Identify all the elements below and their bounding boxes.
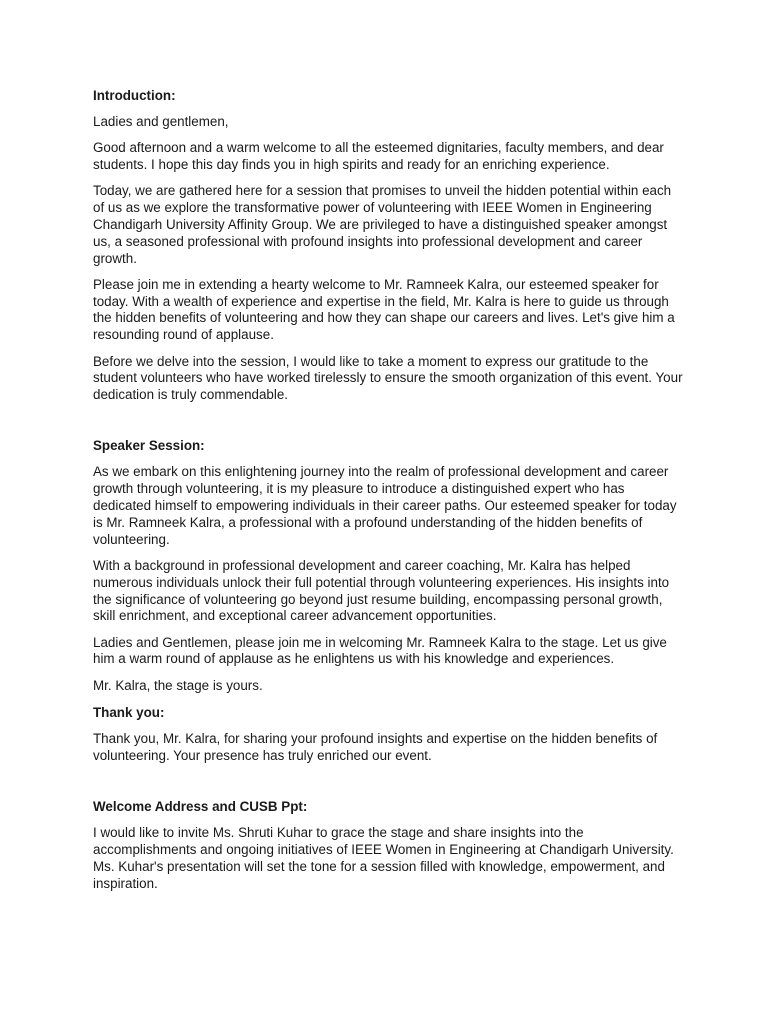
- paragraph: Thank you, Mr. Kalra, for sharing your profound insights and expertise on the hidden benefits of volunteering. Your presence has truly enriched our event.: [93, 731, 658, 763]
- section-heading-thank-you: Thank you:: [93, 705, 165, 721]
- section-spacer: [93, 774, 683, 798]
- section-heading-speaker-session: Speaker Session:: [93, 438, 205, 454]
- section-heading-welcome-address: Welcome Address and CUSB Ppt:: [93, 799, 308, 815]
- paragraph: As we embark on this enlightening journey into the realm of professional development and career growth through volunteering, it is my pleasure to introduce a distinguished expert who has dedicated himself to empowering individuals in their career paths. Our esteemed speaker for today is Mr. Ramneek Kalra, a professional with a profound understanding of the hidden benefits of volunteering.: [93, 464, 677, 547]
- document-page: [93, 87, 683, 902]
- paragraph: Mr. Kalra, the stage is yours.: [93, 677, 263, 693]
- paragraph: Before we delve into the session, I would like to take a moment to express our gratitude to the student volunteers who have worked tirelessly to ensure the smooth organization of this event. Your dedication is truly commendable.: [93, 353, 683, 403]
- paragraph: Ladies and Gentlemen, please join me in welcoming Mr. Ramneek Kalra to the stage. Let us give him a warm round of applause as he enlightens us with his knowledge and experiences.: [93, 634, 667, 667]
- paragraph: Good afternoon and a warm welcome to all the esteemed dignitaries, faculty members, and dear students. I hope this day finds you in high spirits and ready for an enriching experience.: [93, 140, 664, 173]
- paragraph: I would like to invite Ms. Shruti Kuhar to grace the stage and share insights into the accomplishments and ongoing initiatives of IEEE Women in Engineering at Chandigarh University. Ms. Kuhar's presentation will set the tone for a session filled with knowledge, empowerment, and inspiration.: [93, 825, 674, 891]
- paragraph: With a background in professional development and career coaching, Mr. Kalra has helped numerous individuals unlock their full potential through volunteering experiences. His insights into the significance of volunteering go beyond just resume building, encompassing personal growth, skill enrichment, and exceptional career advancement opportunities.: [93, 557, 670, 624]
- paragraph: Please join me in extending a hearty welcome to Mr. Ramneek Kalra, our esteemed speaker for today. With a wealth of experience and expertise in the field, Mr. Kalra is here to guide us through the hidden benefits of volunteering and how they can shape our careers and lives. Let's give him a resounding round of applause.: [93, 276, 675, 343]
- section-spacer: [93, 413, 683, 437]
- paragraph: Today, we are gathered here for a session that promises to unveil the hidden potential within each of us as we explore the transformative power of volunteering with IEEE Women in Engineering Chandigarh University Affinity Group. We are privileged to have a distinguished speaker amongst us, a seasoned professional with profound insights into professional development and career growth.: [93, 183, 672, 266]
- paragraph: Ladies and gentlemen,: [93, 114, 229, 129]
- section-heading-introduction: Introduction:: [93, 88, 176, 103]
